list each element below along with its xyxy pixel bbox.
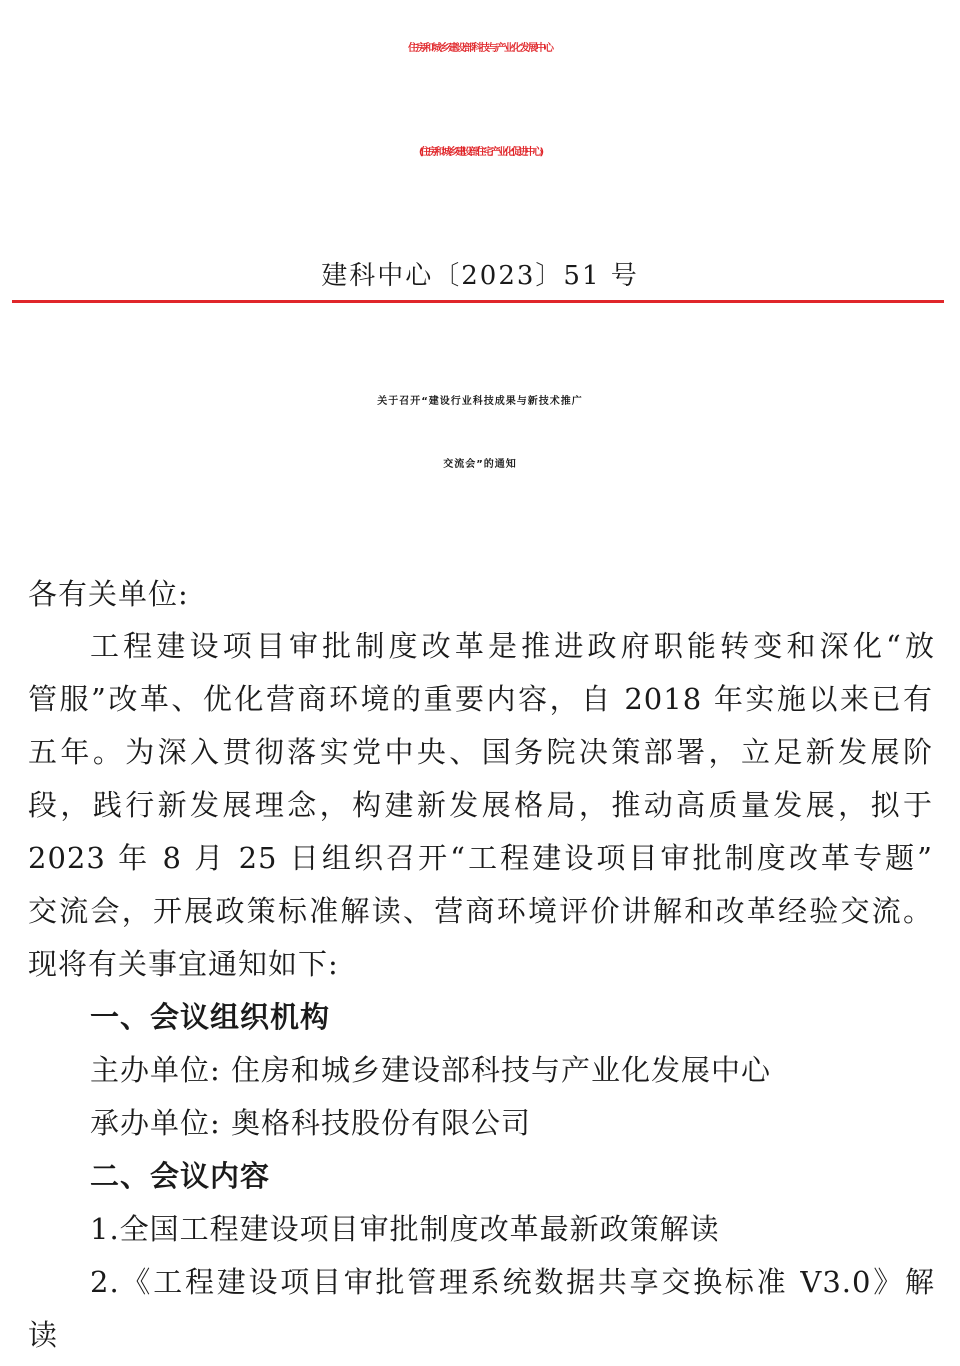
- paragraph-line: 交流会，开展政策标准解读、营商环境评价讲解和改革经验交流。: [28, 894, 933, 928]
- paragraph-line: 五年。为深入贯彻落实党中央、国务院决策部署，立足新发展阶: [28, 735, 933, 769]
- section-heading-content: 二、会议内容: [90, 1159, 271, 1193]
- paragraph-line: 现将有关事宜通知如下:: [28, 947, 339, 981]
- agenda-item-1: 1.全国工程建设项目审批制度改革最新政策解读: [90, 1212, 720, 1246]
- agenda-item-2-continued: 读: [28, 1318, 59, 1352]
- notice-title-line-2: 交流会”的通知: [443, 459, 517, 470]
- issuer-name: 住房和城乡建设部科技与产业化发展中心: [408, 43, 552, 54]
- notice-title-line-1: 关于召开“建设行业科技成果与新技术推广: [377, 396, 583, 407]
- paragraph-line: 工程建设项目审批制度改革是推进政府职能转变和深化“放: [90, 629, 935, 663]
- paragraph-line: 2023 年 8 月 25 日组织召开“工程建设项目审批制度改革专题”: [28, 841, 933, 875]
- section-heading-organization: 一、会议组织机构: [90, 1000, 331, 1034]
- red-divider: [12, 300, 944, 303]
- paragraph-line: 段，践行新发展理念，构建新发展格局，推动高质量发展，拟于: [28, 788, 933, 822]
- paragraph-line: 管服”改革、优化营商环境的重要内容，自 2018 年实施以来已有: [28, 682, 933, 716]
- organizer-unit: 承办单位: 奥格科技股份有限公司: [90, 1106, 531, 1140]
- salutation: 各有关单位:: [28, 577, 189, 611]
- agenda-item-2: 2.《工程建设项目审批管理系统数据共享交换标准 V3.0》解: [90, 1265, 935, 1299]
- document-number: 建科中心〔2023〕51 号: [321, 261, 639, 291]
- host-unit: 主办单位: 住房和城乡建设部科技与产业化发展中心: [90, 1053, 771, 1087]
- issuer-alt-name: (住房和城乡建设部住宅产业化促进中心): [418, 147, 542, 158]
